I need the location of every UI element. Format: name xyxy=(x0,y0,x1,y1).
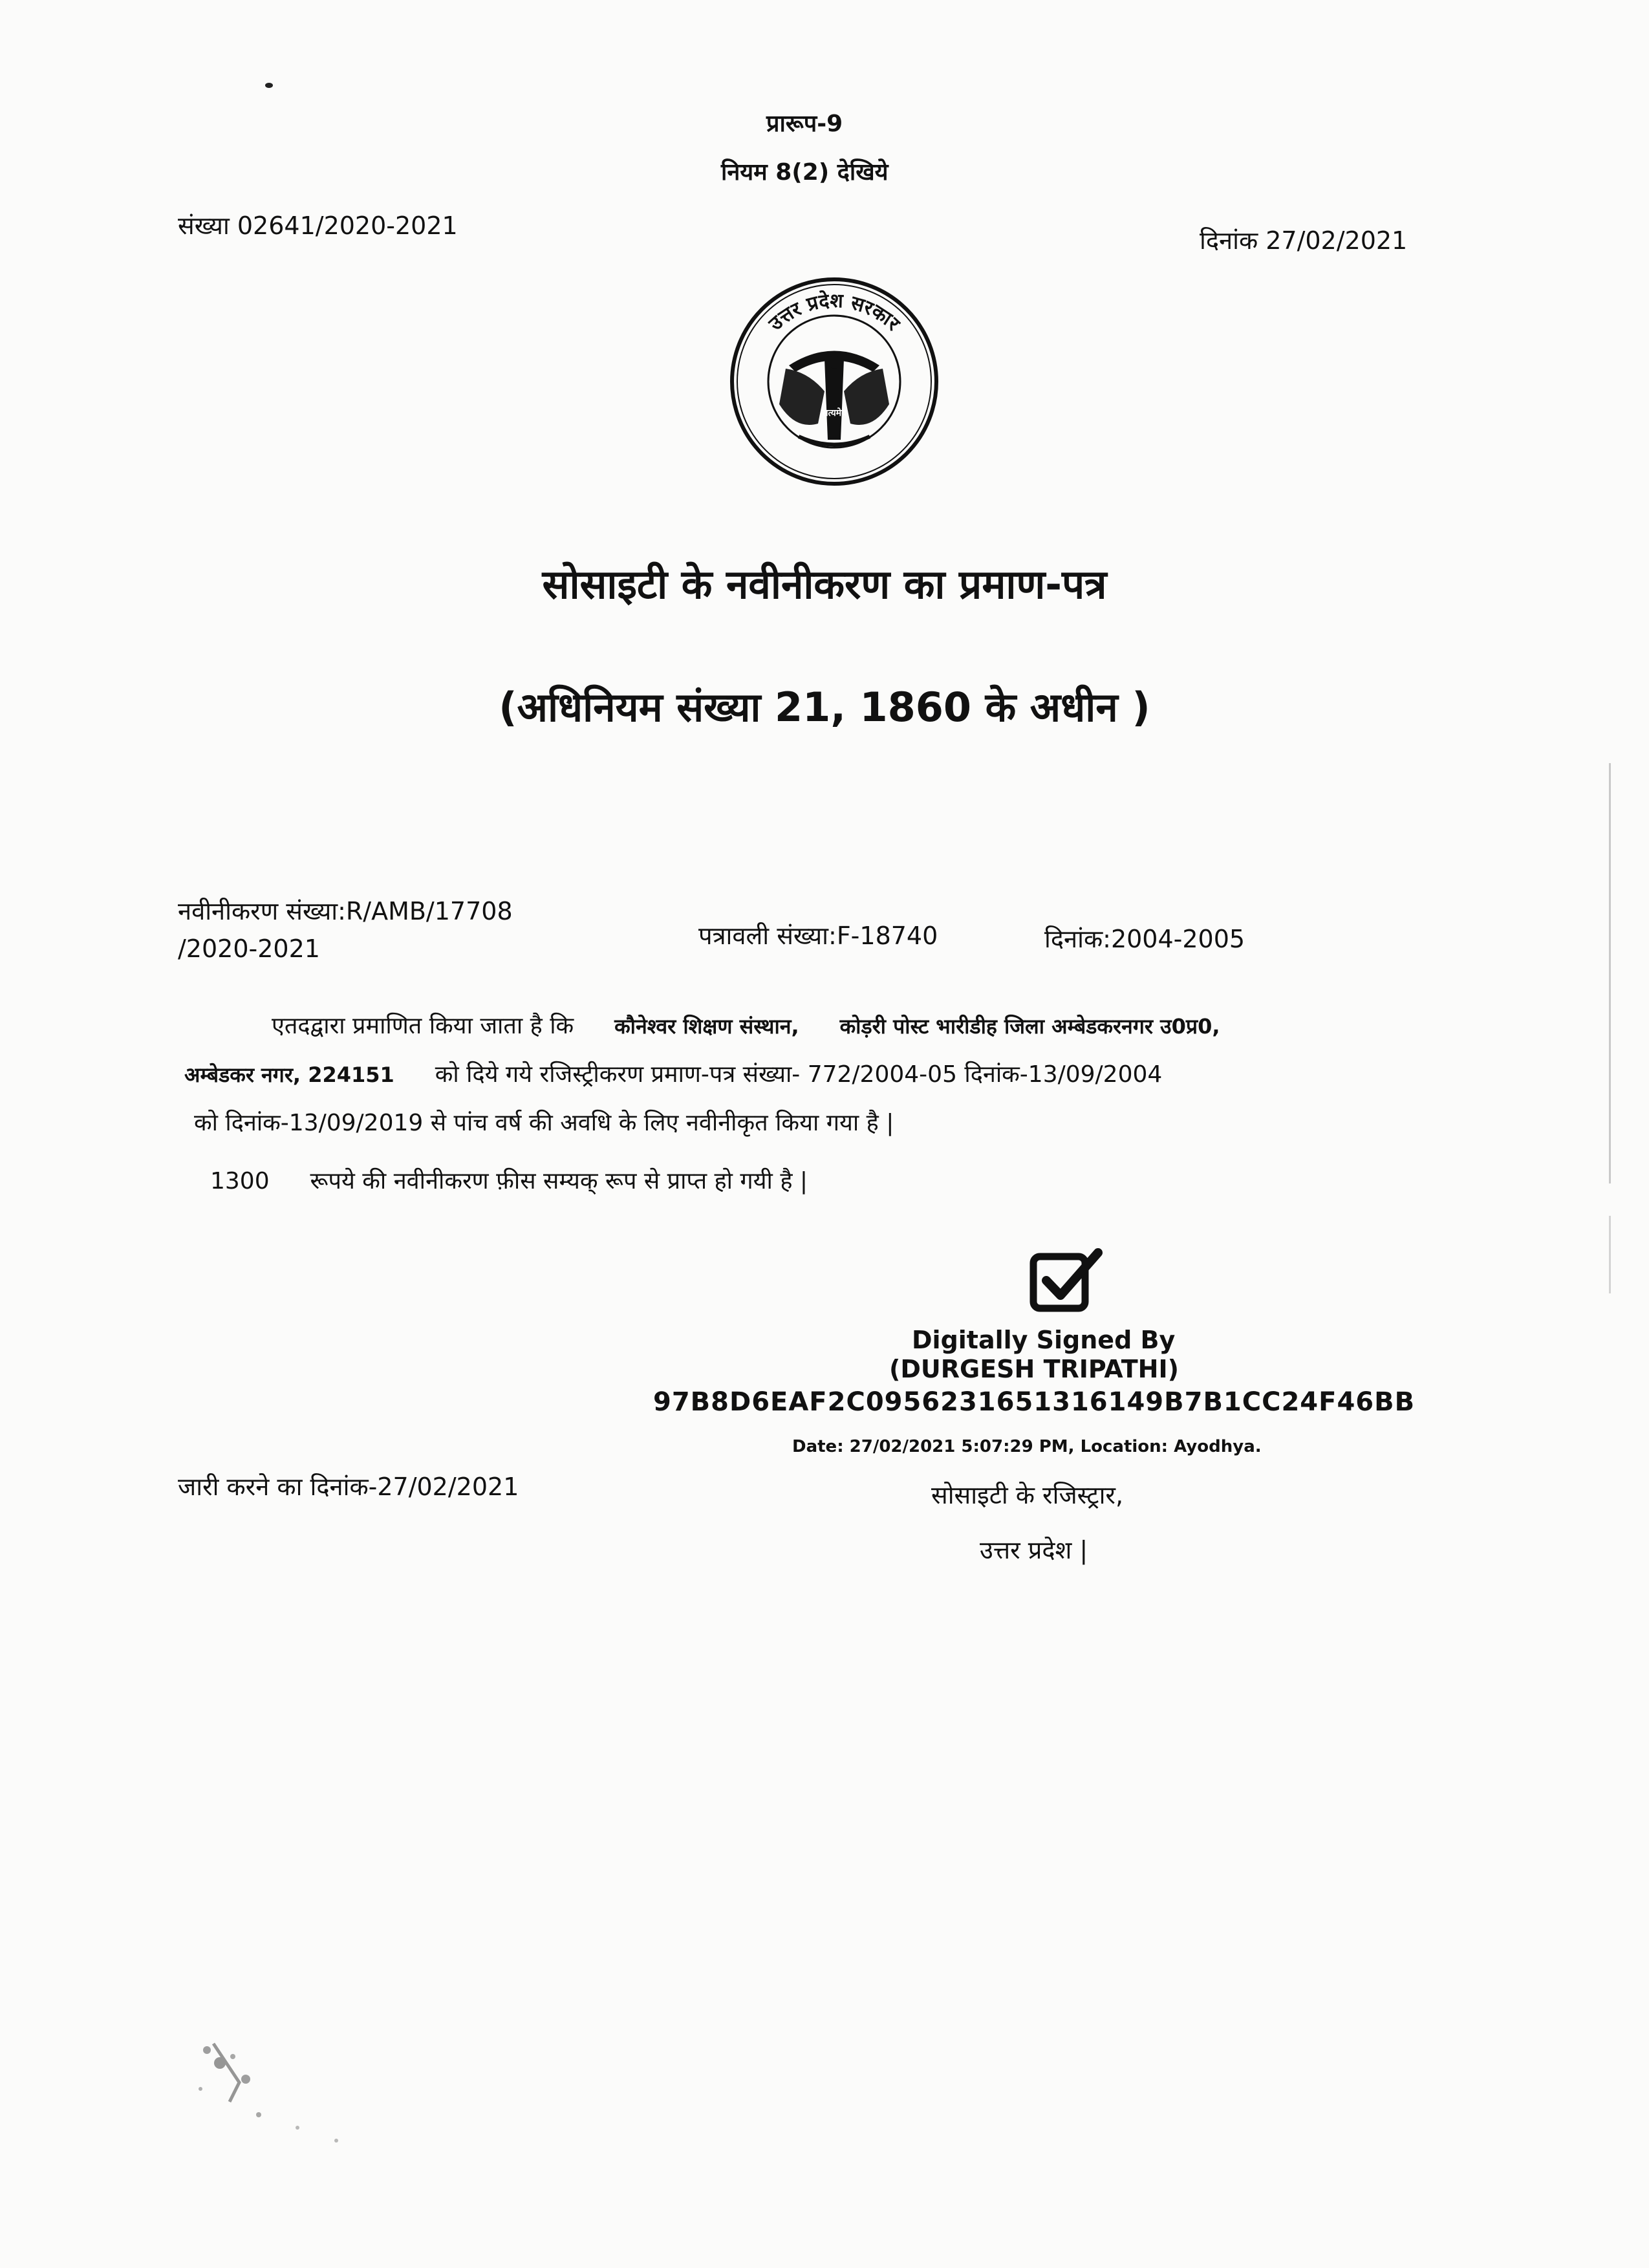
issue-date: जारी करने का दिनांक-27/02/2021 xyxy=(178,1473,519,1501)
city-pin: अम्बेडकर नगर, 224151 xyxy=(184,1063,394,1087)
fee-line xyxy=(210,1164,808,1196)
file-date: दिनांक:2004-2005 xyxy=(1044,925,1245,953)
signature-hash: 97B8D6EAF2C0956231651316149B7B1CC24F46BB xyxy=(653,1387,1416,1417)
validity-text: को दिनांक-13/09/2019 से पांच वर्ष की अवधि के लिए नवीनीकृत किया गया है | xyxy=(194,1110,894,1136)
svg-text:उत्तर प्रदेश सरकार xyxy=(764,289,905,336)
file-number: पत्रावली संख्या:F-18740 xyxy=(698,922,938,950)
renewal-number xyxy=(178,892,513,967)
act-reference: (अधिनियम संख्या 21, 1860 के अधीन ) xyxy=(499,684,1150,731)
state-emblem-icon xyxy=(727,275,941,488)
header-date: दिनांक 27/02/2021 xyxy=(1200,226,1408,255)
signature-check-icon xyxy=(1028,1245,1106,1316)
registrar-title: सोसाइटी के रजिस्ट्रार, xyxy=(931,1481,1124,1509)
institution-address: कोड़री पोस्ट भारीडीह जिला अम्बेडकरनगर उ0प्र0, xyxy=(839,1014,1220,1039)
scan-edge-line xyxy=(1609,763,1611,1183)
renewal-number-line2: /2020-2021 xyxy=(178,934,320,963)
renewal-number-line1: नवीनीकरण संख्या:R/AMB/17708 xyxy=(178,897,513,925)
body-line-2 xyxy=(184,1057,1162,1089)
registrar-state: उत्तर प्रदेश | xyxy=(980,1536,1088,1564)
emblem-base-text: सत्यमेव xyxy=(822,408,846,418)
body-line-1 xyxy=(272,1009,1220,1041)
signer-name: (DURGESH TRIPATHI) xyxy=(889,1355,1179,1383)
scan-smudge xyxy=(168,2018,375,2166)
institution-name: कौनेश्वर शिक्षण संस्थान, xyxy=(614,1014,799,1039)
signed-by-label: Digitally Signed By xyxy=(912,1326,1176,1354)
certificate-title: सोसाइटी के नवीनीकरण का प्रमाण-पत्र xyxy=(542,561,1107,608)
scan-edge-line xyxy=(1609,1216,1611,1293)
form-number: प्रारूप-9 xyxy=(766,111,843,137)
emblem-ring-text: उत्तर प्रदेश सरकार xyxy=(764,289,904,336)
registration-text: को दिये गये रजिस्ट्रीकरण प्रमाण-पत्र संख्या- 772/2004-05 दिनांक-13/09/2004 xyxy=(435,1061,1163,1088)
signature-meta: Date: 27/02/2021 5:07:29 PM, Location: Ayodhya. xyxy=(792,1437,1262,1456)
intro-text: एतदद्वारा प्रमाणित किया जाता है कि xyxy=(272,1013,574,1039)
rule-reference: नियम 8(2) देखिये xyxy=(721,159,889,186)
reference-number: संख्या 02641/2020-2021 xyxy=(178,211,458,240)
fee-text: रूपये की नवीनीकरण फ़ीस सम्यक् रूप से प्राप्त हो गयी है | xyxy=(310,1168,808,1194)
fee-amount: 1300 xyxy=(210,1168,270,1194)
scan-speck xyxy=(265,83,273,88)
